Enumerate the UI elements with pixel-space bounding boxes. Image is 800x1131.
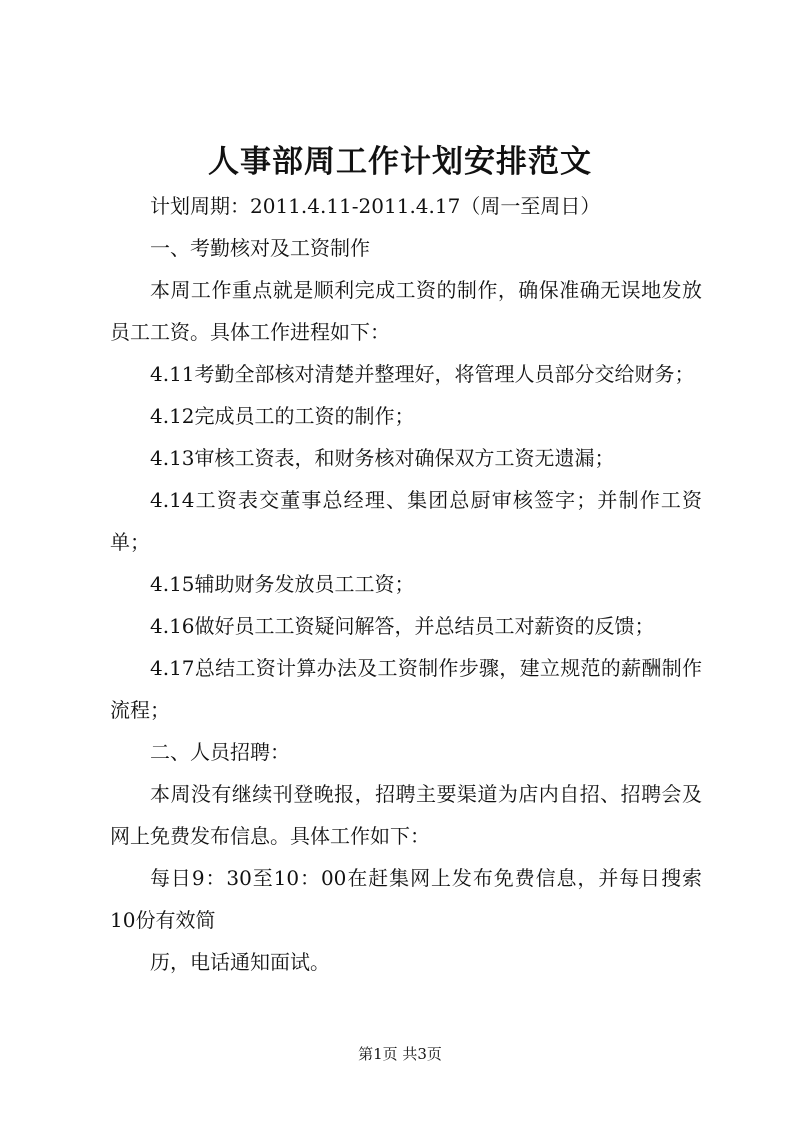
paragraph-daily-task-continued: 历，电话通知面试。 (150, 950, 330, 974)
task-item: 4.13审核工资表，和财务核对确保双方工资无遗漏； (150, 446, 615, 470)
task-item: 4.16做好员工工资疑问解答，并总结员工对薪资的反馈； (150, 614, 655, 638)
task-item: 4.12完成员工的工资的制作； (150, 404, 415, 428)
task-item: 4.14工资表交董事总经理、集团总厨审核签字；并制作工资单； (110, 488, 702, 554)
document-title: 人事部周工作计划安排范文 (208, 144, 592, 180)
section-heading-recruitment: 二、人员招聘： (150, 740, 290, 764)
plan-period: 计划周期：2011.4.11-2011.4.17（周一至周日） (150, 194, 601, 218)
task-item: 4.17总结工资计算办法及工资制作步骤，建立规范的薪酬制作流程； (110, 656, 702, 722)
section-heading-attendance: 一、考勤核对及工资制作 (150, 236, 370, 260)
task-item: 4.15辅助财务发放员工工资； (150, 572, 415, 596)
paragraph-daily-task: 每日9：30至10：00在赶集网上发布免费信息，并每日搜索10份有效简 (110, 866, 702, 932)
paragraph-recruitment-intro: 本周没有继续刊登晚报，招聘主要渠道为店内自招、招聘会及网上免费发布信息。具体工作如下： (110, 782, 702, 848)
task-item: 4.11考勤全部核对清楚并整理好，将管理人员部分交给财务； (150, 362, 695, 386)
page-footer: 第1页 共3页 (358, 1045, 442, 1063)
document-body (110, 185, 702, 983)
paragraph-payroll-intro: 本周工作重点就是顺利完成工资的制作，确保准确无误地发放员工工资。具体工作进程如下： (110, 278, 702, 344)
